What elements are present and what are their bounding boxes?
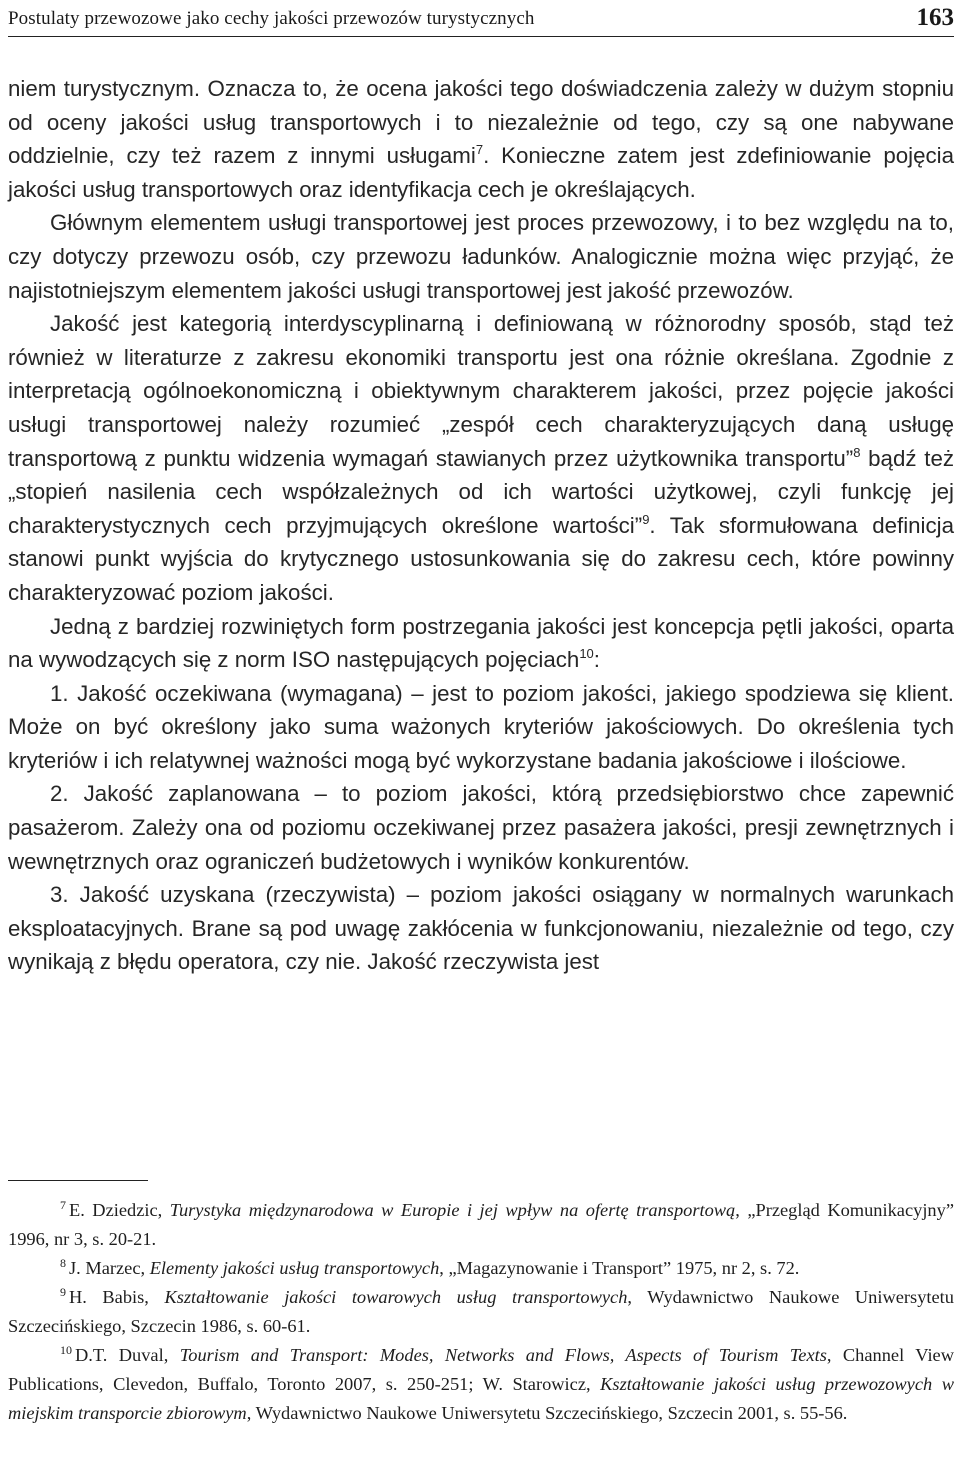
footnote-10: $^{10}$ D.T. Duval, Tourism and Transport: Modes, Networks and Flows, Aspects of Tourism Texts, Channel View Publications, Clevedon, Buffalo, Toronto 2007, s. 250-251; W. Starowicz, Kształtowanie jakości usług przewozowych w miejskim transporcie zbiorowym, Wydawnictwo Naukowe Uniwersytetu Szczecińskiego, Szczecin 2001, s. 55-56. <box>8 1343 955 1423</box>
footnote-9: $^9$ H. Babis, Kształtowanie jakości towarowych usług transportowych, Wydawnictwo Naukowe Uniwersytetu Szczecińskiego, Szczecin 1986, s. 60-61. <box>8 1285 954 1336</box>
footnote-divider <box>8 1180 148 1181</box>
footnote-ref-9: 9 <box>642 511 650 527</box>
list-item-2: 2. Jakość zaplanowana – to poziom jakości, którą przedsiębiorstwo chce zapewnić pasażerom. Zależy ona od poziomu oczekiwanej przez pasażera jakości, presji zewnętrznych i wewnętrznych oraz ograniczeń budżetowych i wyników konkurentów. <box>8 781 954 874</box>
footnote-8: $^8$ J. Marzec, Elementy jakości usług transportowych, „Magazynowanie i Transport” 1975, nr 2, s. 72. <box>60 1256 800 1278</box>
body-text <box>8 72 954 979</box>
footnote-ref-10: 10 <box>579 646 594 662</box>
page-number: 163 <box>916 4 954 31</box>
footnotes <box>8 1196 954 1428</box>
paragraph-2: Głównym elementem usługi transportowej jest proces przewozowy, i to bez względu na to, czy dotyczy przewozu osób, czy przewozu ładunków. Analogicznie można więc przyjąć, że najistotniejszym elementem jakości usługi transportowej jest jakość przewozów. <box>8 210 954 303</box>
list-item-3: 3. Jakość uzyskana (rzeczywista) – poziom jakości osiągany w normalnych warunkach eksploatacyjnych. Brane są pod uwagę zakłócenia w funkcjonowaniu, niezależnie od tego, czy wynikają z błędu operatora, czy nie. Jakość rzeczywista jest <box>8 882 954 975</box>
running-title: Postulaty przewozowe jako cechy jakości przewozów turystycznych <box>8 8 535 29</box>
paragraph-1: niem turystycznym. Oznacza to, że ocena jakości tego doświadczenia zależy w dużym stopniu od oceny jakości usług transportowych i to niezależnie od tego, czy są one nabywane oddzielnie, czy też razem z innymi usługami$^7$. Konieczne zatem jest zdefiniowanie pojęcia jakości usług transportowych oraz identyfikacja cech je określających. <box>8 76 954 202</box>
footnote-7: $^7$ E. Dziedzic, Turystyka międzynarodowa w Europie i jej wpływ na ofertę transportową, „Przegląd Komunikacyjny” 1996, nr 3, s. 20-21. <box>8 1198 954 1249</box>
list-item-1: 1. Jakość oczekiwana (wymagana) – jest to poziom jakości, jakiego spodziewa się klient. Może on być określony jako suma ważonych kryteriów jakościowych. Do określenia tych kryteriów i ich relatywnej ważności mogą być wykorzystane badania jakościowe i ilościowe. <box>8 680 954 773</box>
paragraph-3: Jakość jest kategorią interdyscyplinarną i definiowaną w różnorodny sposób, stąd też również w literaturze z zakresu ekonomiki transportu jest ona różnie określana. Zgodnie z interpretacją ogólnoekonomiczną i obiektywnym charakterem jakości, przez pojęcie jakości usługi transportowej należy rozumieć „zespół cech charakteryzujących daną usługę transportową z punktu widzenia wymagań stawianych przez użytkownika transportu”$^8$ bądź też „stopień nasilenia cech współzależnych od ich wartości użytkowej, czyli funkcję jej charakterystycznych cech przyjmujących określone wartości”$^9$. Tak sformułowana definicja stanowi punkt wyjścia do krytycznego ustosunkowania się do zakresu cech, które powinny charakteryzować poziom jakości. <box>8 311 954 605</box>
document-page <box>8 0 954 979</box>
running-header <box>8 2 954 37</box>
paragraph-4: Jedną z bardziej rozwiniętych form postrzegania jakości jest koncepcja pętli jakości, oparta na wywodzących się z norm ISO następujących pojęciach$^{10}$: <box>8 613 954 673</box>
footnote-ref-8: 8 <box>853 444 861 460</box>
footnote-ref-7: 7 <box>475 142 484 158</box>
